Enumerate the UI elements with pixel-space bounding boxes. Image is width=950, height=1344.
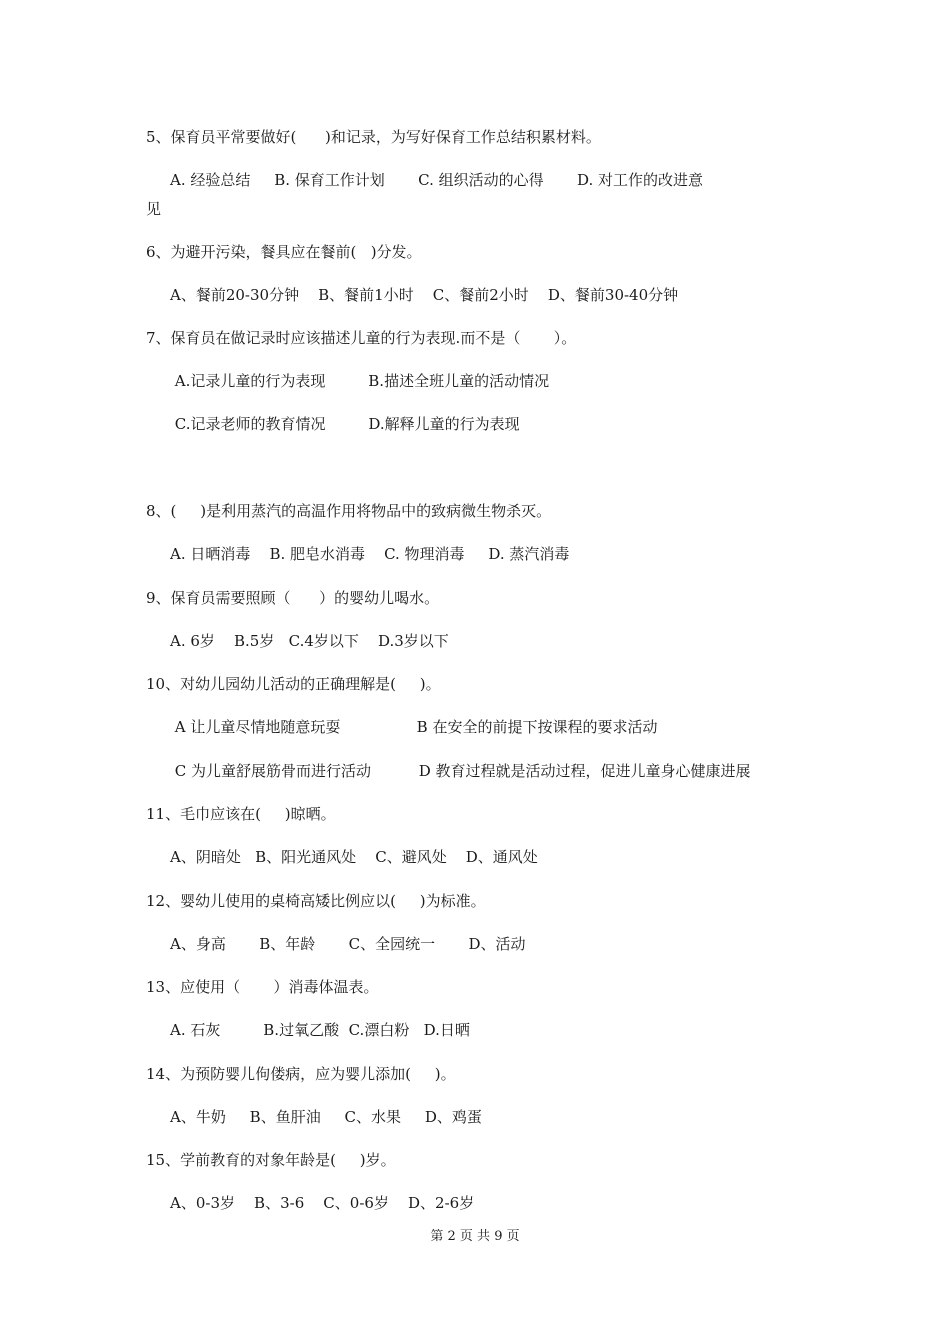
question-10-options-2: C 为儿童舒展筋骨而进行活动 D 教育过程就是活动过程，促进儿童身心健康进展 xyxy=(170,762,751,780)
question-15: 15、学前教育的对象年龄是( )岁。 xyxy=(146,1151,396,1169)
question-9-options: A. 6岁 B.5岁 C.4岁以下 D.3岁以下 xyxy=(170,632,449,650)
question-6: 6、为避开污染，餐具应在餐前( )分发。 xyxy=(146,243,422,261)
question-11-options: A、阴暗处 B、阳光通风处 C、避风处 D、通风处 xyxy=(170,848,538,866)
question-5-options-cont: 见 xyxy=(146,200,162,218)
question-7-options-1: A.记录儿童的行为表现 B.描述全班儿童的活动情况 xyxy=(170,372,550,390)
question-5-options: A. 经验总结 B. 保育工作计划 C. 组织活动的心得 D. 对工作的改进意 xyxy=(170,171,704,189)
question-14-options: A、牛奶 B、鱼肝油 C、水果 D、鸡蛋 xyxy=(170,1108,482,1126)
question-13-options: A. 石灰 B.过氧乙酸 C.漂白粉 D.日晒 xyxy=(170,1021,470,1039)
question-12: 12、婴幼儿使用的桌椅高矮比例应以( )为标准。 xyxy=(146,892,486,910)
question-8: 8、( )是利用蒸汽的高温作用将物品中的致病微生物杀灭。 xyxy=(146,502,552,520)
question-7-options-2: C.记录老师的教育情况 D.解释儿童的行为表现 xyxy=(170,415,520,433)
question-13: 13、应使用（ ）消毒体温表。 xyxy=(146,978,379,996)
question-12-options: A、身高 B、年龄 C、全园统一 D、活动 xyxy=(170,935,526,953)
question-6-options: A、餐前20-30分钟 B、餐前1小时 C、餐前2小时 D、餐前30-40分钟 xyxy=(170,286,679,304)
question-15-options: A、0-3岁 B、3-6 C、0-6岁 D、2-6岁 xyxy=(170,1194,475,1212)
question-8-options: A. 日晒消毒 B. 肥皂水消毒 C. 物理消毒 D. 蒸汽消毒 xyxy=(170,545,570,563)
question-14: 14、为预防婴儿佝偻病，应为婴儿添加( )。 xyxy=(146,1065,456,1083)
page-number-footer: 第 2 页 共 9 页 xyxy=(430,1229,520,1244)
question-10: 10、对幼儿园幼儿活动的正确理解是( )。 xyxy=(146,675,441,693)
question-11: 11、毛巾应该在( )晾晒。 xyxy=(146,805,336,823)
question-5: 5、保育员平常要做好( )和记录，为写好保育工作总结积累材料。 xyxy=(146,128,601,146)
question-9: 9、保育员需要照顾（ ）的婴幼儿喝水。 xyxy=(146,589,440,607)
question-10-options-1: A 让儿童尽情地随意玩耍 B 在安全的前提下按课程的要求活动 xyxy=(170,718,658,736)
question-7: 7、保育员在做记录时应该描述儿童的行为表现.而不是（ ）。 xyxy=(146,329,577,347)
